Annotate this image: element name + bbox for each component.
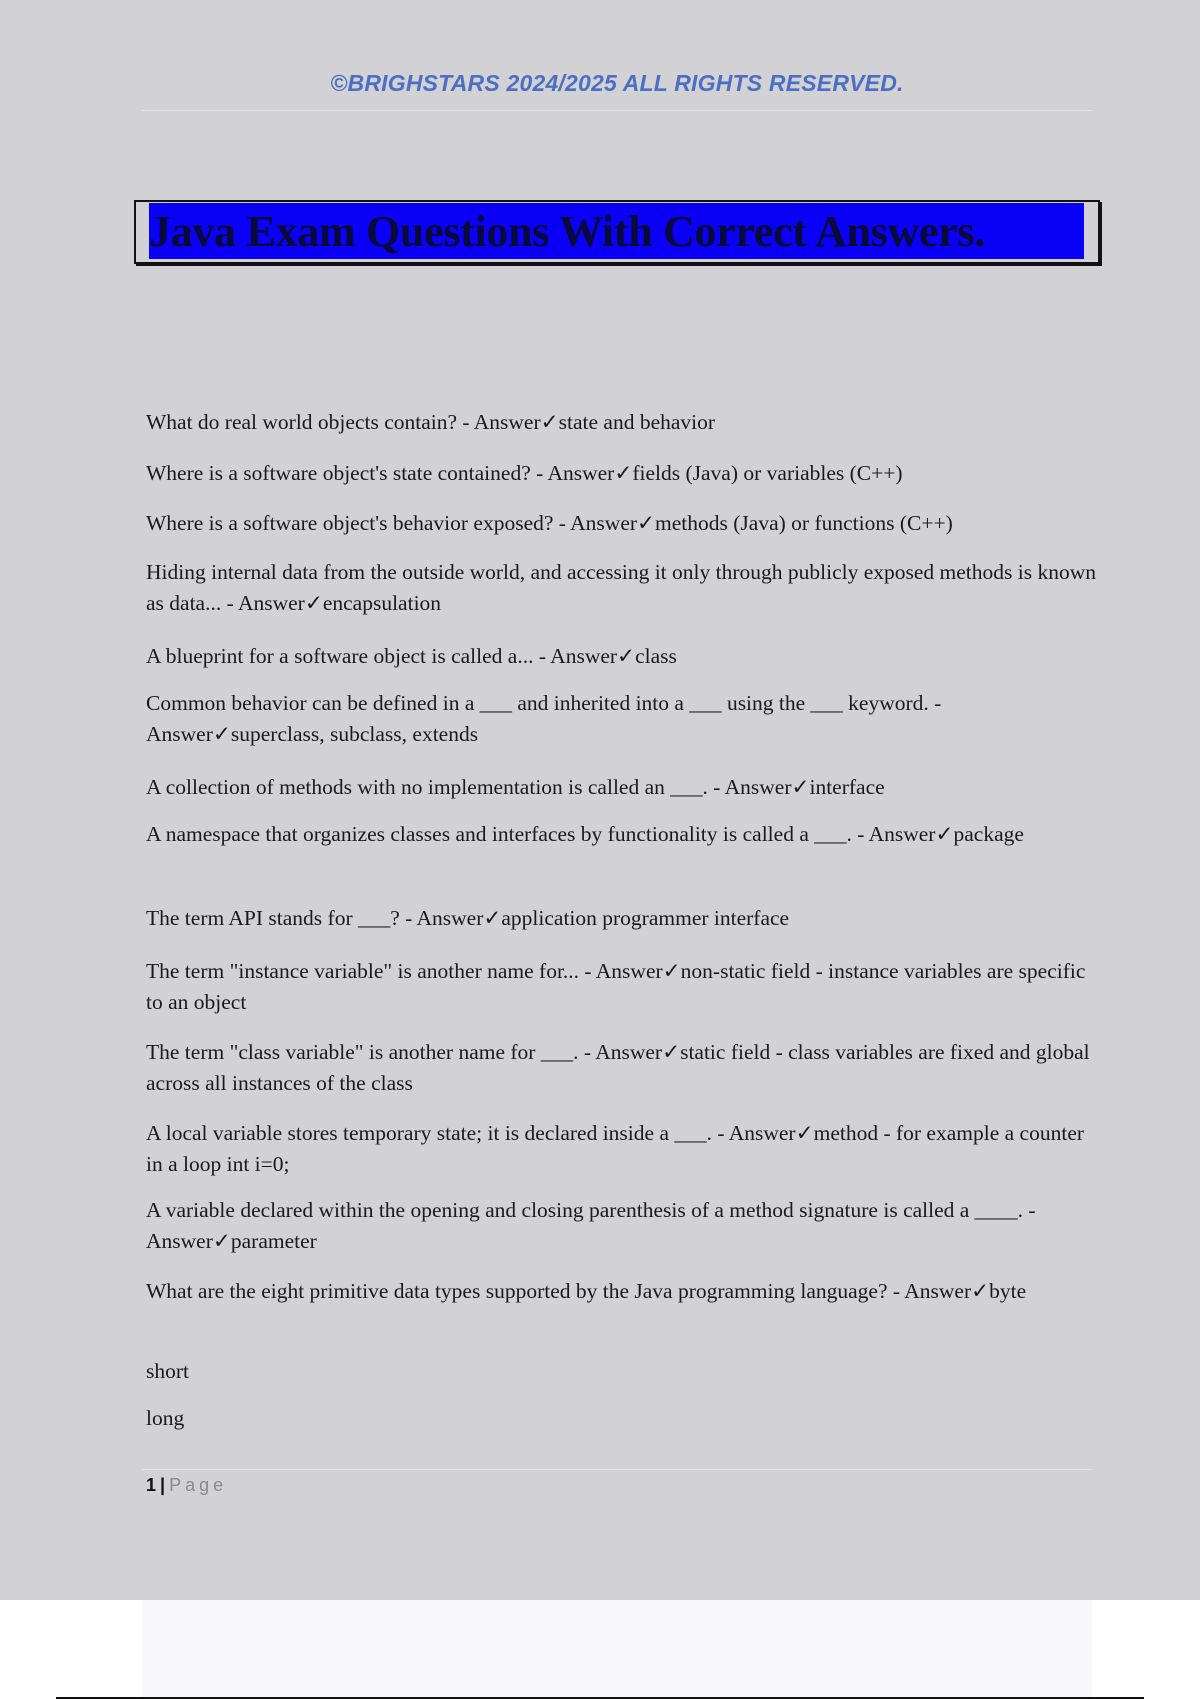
qa-item: long	[146, 1406, 185, 1430]
qa-item: short	[146, 1359, 189, 1383]
page-number: 1	[146, 1475, 157, 1495]
qa-item: Hiding internal data from the outside world, and accessing it only through publicly exposed methods is known as data... - Answer✓encapsulation	[146, 560, 1097, 615]
qa-item: A blueprint for a software object is called a... - Answer✓class	[146, 644, 677, 668]
page-separator: |	[160, 1475, 166, 1495]
qa-item: The term "class variable" is another name for ___. - Answer✓static field - class variables are fixed and global across all instances of the class	[146, 1040, 1090, 1095]
qa-item: What are the eight primitive data types supported by the Java programming language? - Answer✓byte	[146, 1279, 1027, 1303]
title-box	[134, 200, 1100, 264]
next-page-preview	[142, 1600, 1092, 1697]
page-label: Page	[169, 1475, 228, 1495]
qa-item: A namespace that organizes classes and interfaces by functionality is called a ___. - Answer✓package	[146, 822, 1024, 846]
bottom-rule	[56, 1697, 1144, 1699]
qa-item: Common behavior can be defined in a ___ and inherited into a ___ using the ___ keyword. - Answer✓superclass, subclass, extends	[146, 691, 942, 746]
qa-item: A local variable stores temporary state; it is declared inside a ___. - Answer✓method - for example a counter in a loop int i=0;	[146, 1121, 1085, 1176]
qa-item: Where is a software object's behavior exposed? - Answer✓methods (Java) or functions (C++)	[146, 511, 953, 535]
qa-item: A variable declared within the opening and closing parenthesis of a method signature is called a ____. - Answer✓parameter	[146, 1198, 1036, 1253]
qa-item: The term API stands for ___? - Answer✓application programmer interface	[146, 906, 790, 930]
qa-item: The term "instance variable" is another name for... - Answer✓non-static field - instance variables are specific to an object	[146, 959, 1086, 1014]
footer-divider	[142, 1469, 1092, 1470]
page-title: Java Exam Questions With Correct Answers.	[149, 203, 1084, 259]
page-footer	[146, 1474, 227, 1496]
header-divider	[142, 110, 1092, 111]
copyright-header: ©BRIGHSTARS 2024/2025 ALL RIGHTS RESERVED.	[330, 70, 904, 96]
qa-item: What do real world objects contain? - Answer✓state and behavior	[146, 410, 716, 434]
qa-item: Where is a software object's state contained? - Answer✓fields (Java) or variables (C++)	[146, 461, 903, 485]
qa-item: A collection of methods with no implementation is called an ___. - Answer✓interface	[146, 775, 885, 799]
